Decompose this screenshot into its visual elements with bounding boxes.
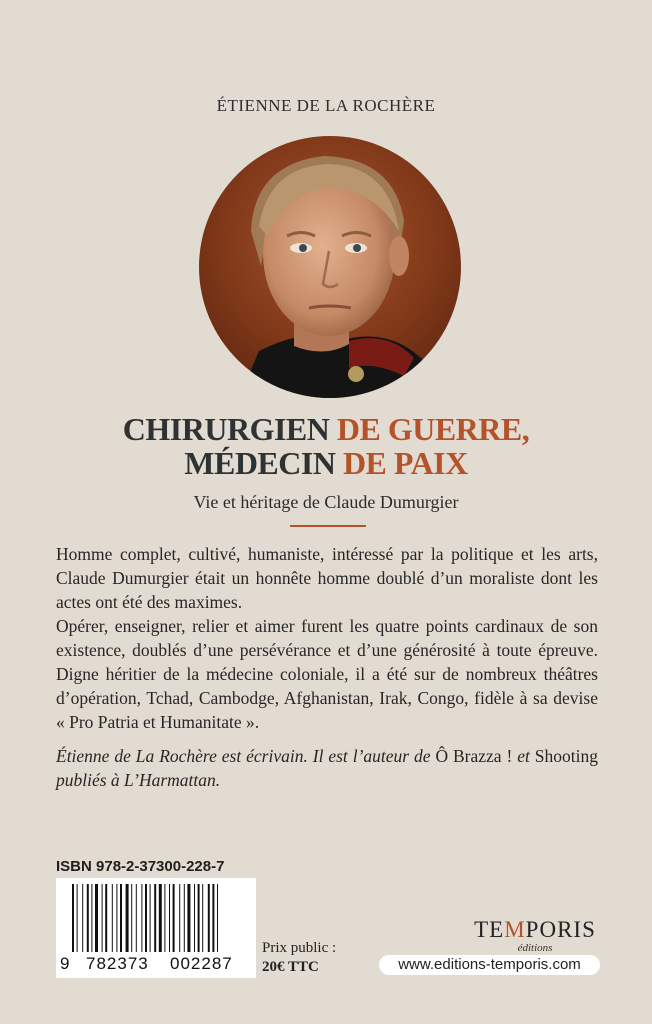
author-portrait: [199, 136, 461, 398]
title-line-2-accent: DE PAIX: [342, 445, 468, 481]
barcode-bar: [95, 884, 98, 952]
blurb-paragraph-1: Homme complet, cultivé, humaniste, intéressé par la politique et les arts, Claude Dumurgier était un honnête homme doublé d’un moraliste dont les actes ont été des maximes.: [56, 544, 598, 612]
barcode-bar: [169, 884, 170, 952]
author-bio-part-2: et: [512, 746, 535, 766]
price-label: Prix public :: [262, 940, 337, 956]
blurb-paragraph-2: Opérer, enseigner, relier et aimer furent les quatre points cardinaux de son existence, doublés d’une persévérance et d’une générosité à toute épreuve. Digne héritier de la médecine coloniale, il a été sur de nombreux théâtres d’opération, Tchad, Cambodge, Afghanistan, Irak, Congo, fidèle à sa devise « Pro Patria et Humanitate ».: [56, 616, 598, 732]
barcode-bar: [91, 884, 92, 952]
title-divider: [290, 525, 366, 527]
barcode-bar: [194, 884, 195, 952]
barcode-bar: [77, 884, 78, 952]
barcode-bar: [72, 884, 74, 952]
barcode-bar: [141, 884, 142, 952]
price-value: 20€ TTC: [262, 959, 319, 975]
barcode-right-group: 002287: [170, 954, 233, 973]
barcode-bar: [112, 884, 113, 952]
barcode-bar: [126, 884, 129, 952]
barcode-bar: [212, 884, 214, 952]
publisher-name-accent: M: [504, 917, 526, 942]
barcode-bar: [198, 884, 200, 952]
title-line-1-accent: DE GUERRE,: [336, 411, 530, 447]
barcode-bar: [131, 884, 132, 952]
barcode-bar: [102, 884, 103, 952]
barcode-bar: [87, 884, 89, 952]
barcode-bar: [105, 884, 107, 952]
barcode-bar: [116, 884, 117, 952]
barcode-bar: [173, 884, 175, 952]
publisher-name-pre: TE: [474, 917, 505, 942]
book-title: [0, 412, 652, 480]
title-line-2-plain: MÉDECIN: [184, 445, 336, 481]
barcode-bar: [159, 884, 162, 952]
barcode: [56, 878, 256, 978]
author-name: ÉTIENNE DE LA ROCHÈRE: [216, 96, 436, 115]
title-line-2: [0, 446, 652, 480]
barcode-bar: [202, 884, 203, 952]
barcode-digits: [56, 954, 256, 976]
barcode-bar: [179, 884, 180, 952]
book-ref-2: Shooting: [534, 746, 598, 766]
publisher-subtitle: éditions: [517, 942, 553, 954]
publisher-logo: [470, 918, 600, 954]
book-ref-1: Ô Brazza !: [435, 746, 513, 766]
barcode-bar: [120, 884, 122, 952]
barcode-bar: [187, 884, 190, 952]
author-bio: [56, 744, 598, 792]
barcode-bar: [150, 884, 151, 952]
author-bio-part-1: Étienne de La Rochère est écrivain. Il est l’auteur de: [56, 746, 436, 766]
barcode-bar: [217, 884, 218, 952]
barcode-first-digit: 9: [60, 954, 70, 973]
title-line-1: [0, 412, 652, 446]
isbn: ISBN 978-2-37300-228-7: [56, 858, 225, 875]
author-bio-part-3: publiés à L’Harmattan.: [56, 770, 221, 790]
barcode-bar: [82, 884, 83, 952]
publisher-website[interactable]: www.editions-temporis.com: [379, 955, 600, 975]
title-line-1-plain: CHIRURGIEN: [122, 411, 330, 447]
barcode-bar: [184, 884, 185, 952]
publisher-name: [470, 918, 600, 942]
barcode-bar: [208, 884, 210, 952]
back-cover-blurb: [56, 542, 598, 792]
barcode-bar: [154, 884, 156, 952]
barcode-left-group: 782373: [86, 954, 149, 973]
barcode-bar: [164, 884, 165, 952]
publisher-name-post: PORIS: [525, 917, 596, 942]
book-subtitle: Vie et héritage de Claude Dumurgier: [193, 492, 459, 512]
barcode-bar: [136, 884, 137, 952]
barcode-bar: [145, 884, 147, 952]
